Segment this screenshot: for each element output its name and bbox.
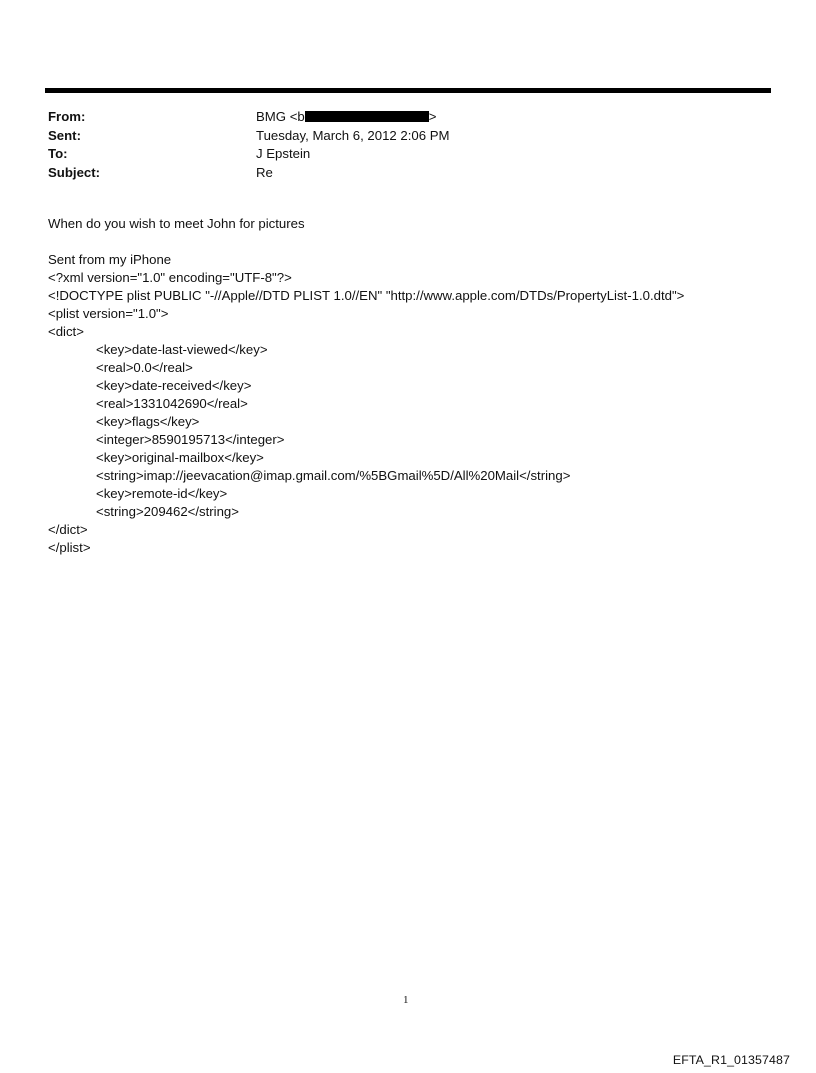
to-value: J Epstein xyxy=(256,146,311,161)
from-value-suffix: > xyxy=(428,109,437,124)
doctype-line: <!DOCTYPE plist PUBLIC "-//Apple//DTD PLIST 1.0//EN" "http://www.apple.com/DTDs/PropertyList-1.0.dtd"> xyxy=(48,288,685,303)
xml-declaration: <?xml version="1.0" encoding="UTF-8"?> xyxy=(48,270,292,285)
paragraph-spacer xyxy=(48,233,788,251)
plist-open-tag: <plist version="1.0"> xyxy=(48,306,169,321)
dict-line: <key>flags</key> xyxy=(96,414,200,429)
email-header xyxy=(48,108,748,182)
dict-line: <integer>8590195713</integer> xyxy=(96,432,285,447)
from-label: From: xyxy=(48,109,86,124)
page-number: 1 xyxy=(403,994,409,1006)
sent-row xyxy=(48,127,748,146)
signature-text: Sent from my iPhone xyxy=(48,252,172,267)
dict-line: <key>date-last-viewed</key> xyxy=(96,342,268,357)
subject-row xyxy=(48,164,748,183)
subject-value: Re xyxy=(256,164,273,180)
dict-open-tag: <dict> xyxy=(48,324,84,339)
plist-close-tag: </plist> xyxy=(48,540,91,555)
from-value xyxy=(256,108,436,127)
dict-line: <real>1331042690</real> xyxy=(96,396,248,411)
message-text: When do you wish to meet John for pictures xyxy=(48,216,305,231)
from-row xyxy=(48,108,748,127)
sent-value: Tuesday, March 6, 2012 2:06 PM xyxy=(256,127,450,143)
to-label: To: xyxy=(48,146,68,161)
subject-label: Subject: xyxy=(48,164,101,180)
redaction-bar xyxy=(305,111,429,122)
sent-label: Sent: xyxy=(48,127,81,143)
from-value-prefix: BMG <b xyxy=(256,109,305,124)
dict-line: <key>date-received</key> xyxy=(96,378,252,393)
dict-line: <string>imap://jeevacation@imap.gmail.com/%5BGmail%5D/All%20Mail</string> xyxy=(96,468,571,483)
dict-close-tag: </dict> xyxy=(48,522,88,537)
dict-line: <key>remote-id</key> xyxy=(96,486,228,501)
dict-line: <string>209462</string> xyxy=(96,504,239,519)
dict-line: <key>original-mailbox</key> xyxy=(96,450,264,465)
bates-number: EFTA_R1_01357487 xyxy=(672,1053,790,1067)
email-body xyxy=(48,215,788,557)
header-divider xyxy=(45,88,771,93)
dict-line: <real>0.0</real> xyxy=(96,360,193,375)
to-row xyxy=(48,145,748,164)
